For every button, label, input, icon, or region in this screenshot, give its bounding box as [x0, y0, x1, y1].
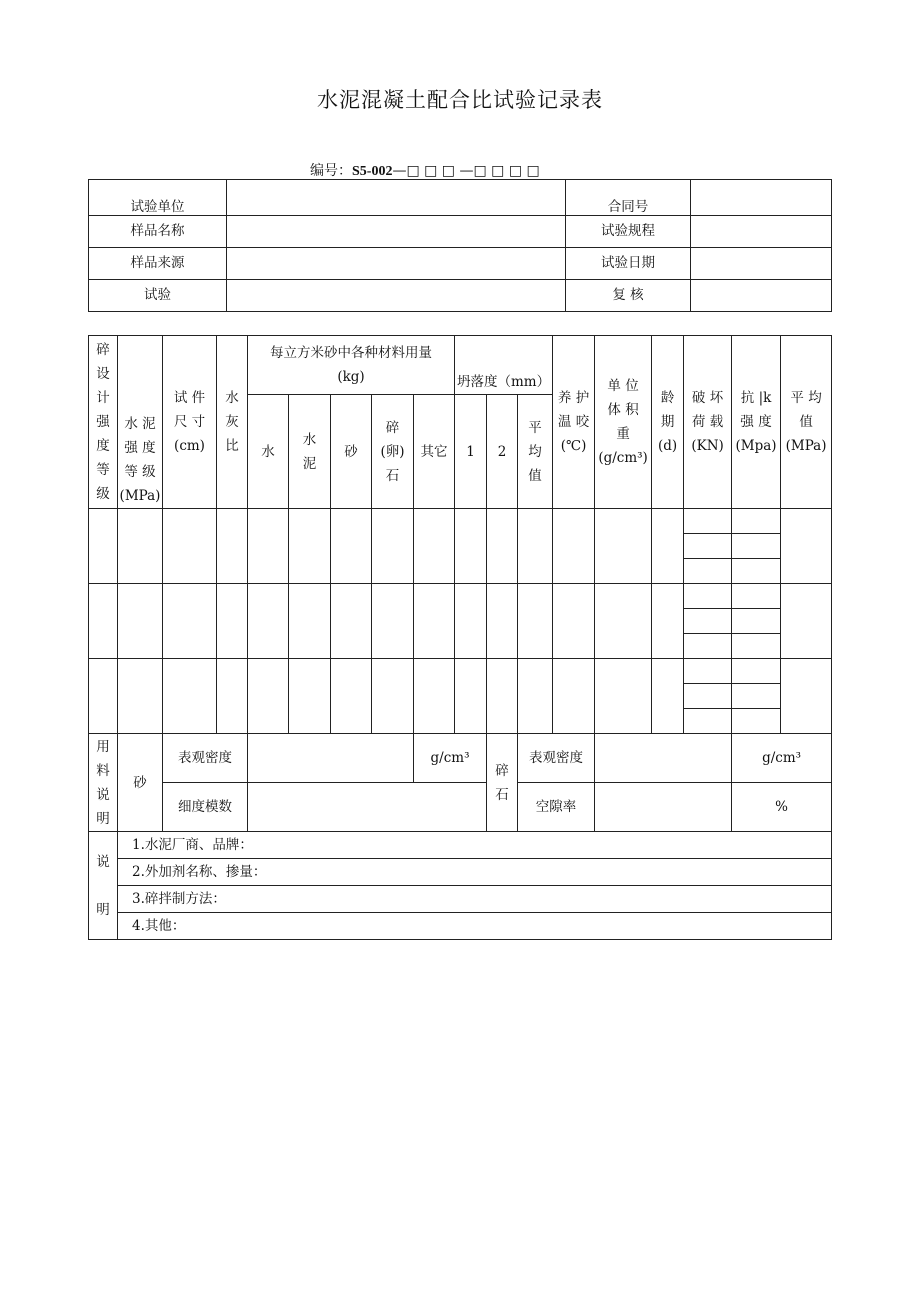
note-4[interactable]: 4.其他： [118, 913, 832, 940]
cell[interactable] [89, 584, 118, 659]
fineness-label: 细度模数 [163, 783, 248, 832]
header-slump-avg: 平 均 值 [518, 395, 553, 509]
label-date: 试验日期 [566, 248, 691, 280]
cell[interactable] [372, 509, 414, 584]
cell[interactable] [518, 509, 553, 584]
cell[interactable] [732, 684, 781, 709]
cell[interactable] [89, 509, 118, 584]
note-3[interactable]: 3.碎拌制方法： [118, 886, 832, 913]
header-age: 龄 期 (d) [652, 336, 684, 509]
cell[interactable] [595, 509, 652, 584]
notes-label: 说 明 [89, 832, 118, 940]
cell[interactable] [217, 509, 248, 584]
header-load: 破 坏 荷 载 (KN) [684, 336, 732, 509]
field-sample-name[interactable] [227, 216, 566, 248]
gravel-density-unit: g/cm³ [732, 734, 832, 783]
label-source: 样品来源 [89, 248, 227, 280]
label-spec: 试验规程 [566, 216, 691, 248]
cell[interactable] [331, 659, 372, 734]
cell[interactable] [372, 659, 414, 734]
cell[interactable] [289, 509, 331, 584]
record-code [310, 160, 540, 180]
cell[interactable] [684, 509, 732, 534]
cell[interactable] [732, 659, 781, 684]
voids-label: 空隙率 [518, 783, 595, 832]
cell[interactable] [487, 509, 518, 584]
cell[interactable] [553, 509, 595, 584]
materials-sand: 砂 [118, 734, 163, 832]
cell[interactable] [248, 584, 289, 659]
field-tester[interactable] [227, 280, 566, 312]
sand-density-unit: g/cm³ [414, 734, 487, 783]
info-table [88, 179, 832, 312]
cell[interactable] [732, 584, 781, 609]
header-cement-grade: 水 泥 强 度 等 级 (MPa) [118, 336, 163, 509]
label-reviewer: 复 核 [566, 280, 691, 312]
table-row [89, 584, 832, 609]
cell[interactable] [595, 659, 652, 734]
materials-label: 用 料 说 明 [89, 734, 118, 832]
cell[interactable] [163, 509, 217, 584]
field-unit[interactable] [227, 180, 566, 216]
table-row [89, 659, 832, 684]
gravel-density-field[interactable] [595, 734, 732, 783]
cell[interactable] [455, 659, 487, 734]
cell[interactable] [89, 659, 118, 734]
header-gravel: 碎 (卵) 石 [372, 395, 414, 509]
label-sample-name: 样品名称 [89, 216, 227, 248]
cell[interactable] [518, 659, 553, 734]
label-contract: 合同号 [566, 180, 691, 216]
sand-density-field[interactable] [248, 734, 414, 783]
header-average: 平 均 值 (MPa) [781, 336, 832, 509]
header-design-grade: 碎 设 计 强 度 等 级 [89, 336, 118, 509]
cell[interactable] [248, 509, 289, 584]
code-value: S5-002 [352, 164, 393, 179]
header-strength: 抗 |k 强 度 (Mpa) [732, 336, 781, 509]
cell[interactable] [781, 509, 832, 584]
cell[interactable] [781, 584, 832, 659]
cell[interactable] [781, 659, 832, 734]
code-label: 编号： [310, 163, 352, 179]
label-tester: 试验 [89, 280, 227, 312]
label-unit: 试验单位 [89, 180, 227, 216]
cell[interactable] [118, 509, 163, 584]
cell[interactable] [331, 509, 372, 584]
cell[interactable] [414, 659, 455, 734]
header-cement: 水 泥 [289, 395, 331, 509]
field-reviewer[interactable] [691, 280, 832, 312]
field-date[interactable] [691, 248, 832, 280]
cell[interactable] [553, 659, 595, 734]
voids-field[interactable] [595, 783, 732, 832]
cell[interactable] [217, 584, 248, 659]
field-spec[interactable] [691, 216, 832, 248]
cell[interactable] [518, 584, 553, 659]
header-water: 水 [248, 395, 289, 509]
cell[interactable] [652, 659, 684, 734]
cell[interactable] [595, 584, 652, 659]
cell[interactable] [414, 584, 455, 659]
voids-unit: % [732, 783, 832, 832]
cell[interactable] [684, 534, 732, 559]
cell[interactable] [331, 584, 372, 659]
header-slump: 坍落度（mm） [455, 336, 553, 395]
cell[interactable] [248, 659, 289, 734]
mix-table [88, 335, 832, 940]
header-materials: 每立方米砂中各种材料用量 (kg) [248, 336, 455, 395]
field-source[interactable] [227, 248, 566, 280]
header-specimen: 试 件 尺 寸 (cm) [163, 336, 217, 509]
field-contract[interactable] [691, 180, 832, 216]
materials-gravel: 碎 石 [487, 734, 518, 832]
fineness-field[interactable] [248, 783, 487, 832]
page-title: 水泥混凝土配合比试验记录表 [317, 88, 603, 112]
cell[interactable] [163, 584, 217, 659]
cell[interactable] [684, 659, 732, 684]
cell[interactable] [684, 559, 732, 584]
header-curing: 养 护 温 咬 (℃) [553, 336, 595, 509]
cell[interactable] [732, 634, 781, 659]
header-other: 其它 [414, 395, 455, 509]
header-slump-2: 2 [487, 395, 518, 509]
cell[interactable] [732, 609, 781, 634]
cell[interactable] [684, 709, 732, 734]
code-suffix: —□ □ □ —□ □ □ □ [392, 163, 540, 179]
cell[interactable] [732, 509, 781, 534]
table-row [89, 509, 832, 534]
header-unit-weight: 单 位 体 积 重 (g/cm³) [595, 336, 652, 509]
cell[interactable] [684, 584, 732, 609]
header-slump-1: 1 [455, 395, 487, 509]
cell[interactable] [217, 659, 248, 734]
cell[interactable] [487, 584, 518, 659]
cell[interactable] [652, 584, 684, 659]
note-1[interactable]: 1.水泥厂商、品牌： [118, 832, 832, 859]
cell[interactable] [372, 584, 414, 659]
cell[interactable] [487, 659, 518, 734]
cell[interactable] [732, 709, 781, 734]
cell[interactable] [118, 659, 163, 734]
cell[interactable] [684, 684, 732, 709]
cell[interactable] [732, 534, 781, 559]
cell[interactable] [684, 634, 732, 659]
cell[interactable] [289, 584, 331, 659]
cell[interactable] [732, 559, 781, 584]
cell[interactable] [414, 509, 455, 584]
header-wc-ratio: 水 灰 比 [217, 336, 248, 509]
cell[interactable] [553, 584, 595, 659]
cell[interactable] [163, 659, 217, 734]
cell[interactable] [652, 509, 684, 584]
note-2[interactable]: 2.外加剂名称、掺量： [118, 859, 832, 886]
cell[interactable] [455, 509, 487, 584]
gravel-density-label: 表观密度 [518, 734, 595, 783]
cell[interactable] [455, 584, 487, 659]
header-sand: 砂 [331, 395, 372, 509]
cell[interactable] [684, 609, 732, 634]
sand-density-label: 表观密度 [163, 734, 248, 783]
cell[interactable] [118, 584, 163, 659]
cell[interactable] [289, 659, 331, 734]
